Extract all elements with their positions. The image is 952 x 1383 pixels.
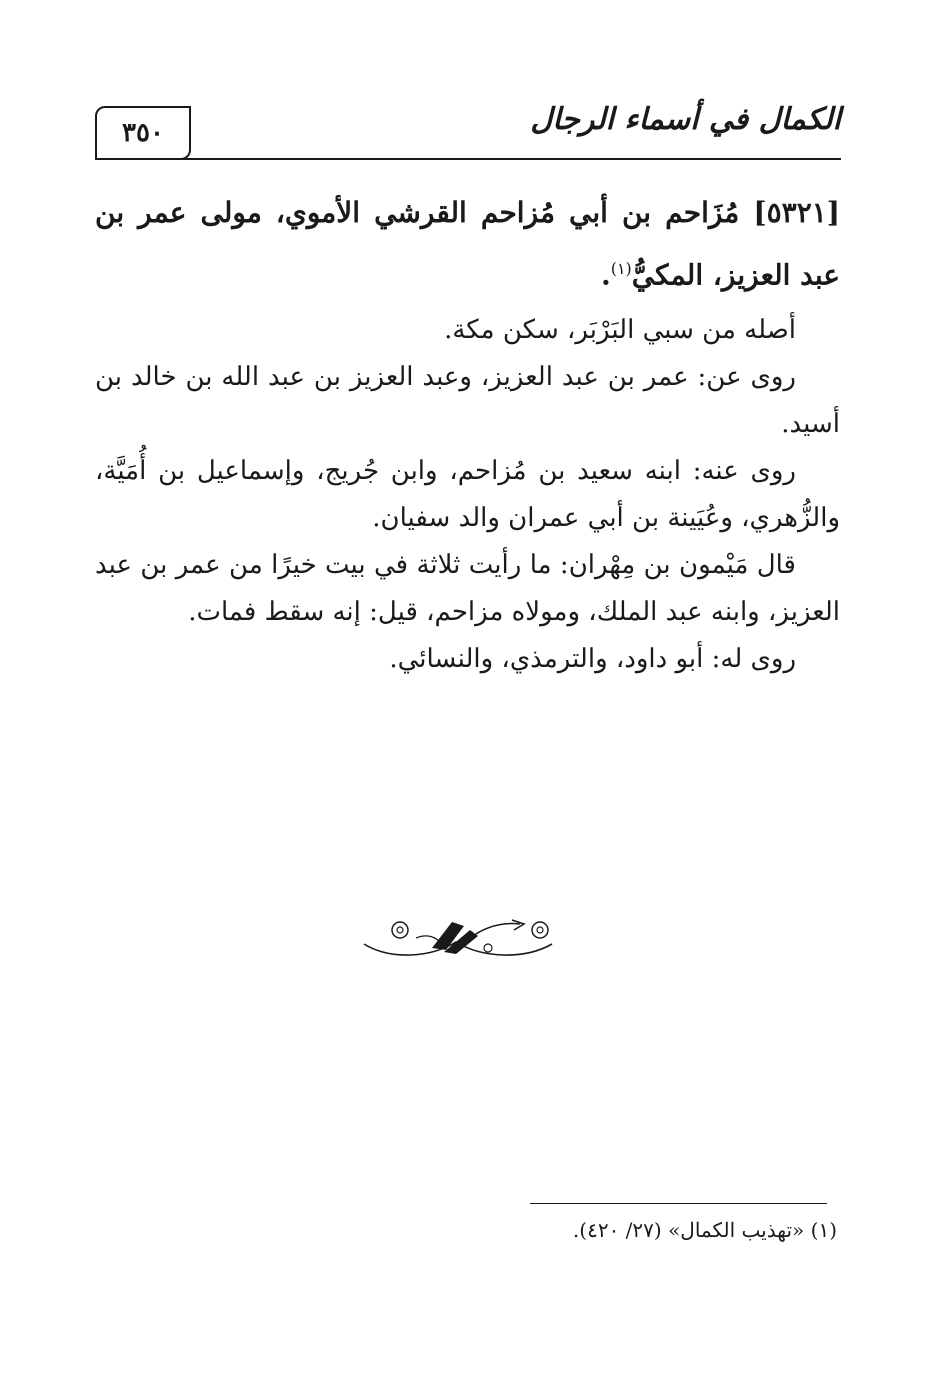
entry-title-line1: مُزَاحم بن أبي مُزاحم القرشي الأموي، مولى عمر بن عبد: [95, 196, 840, 292]
entry-number: [٥٣٢١]: [753, 196, 841, 229]
paragraph-origin: أصله من سبي البَرْبَر، سكن مكة.: [444, 315, 796, 346]
ornament-divider: [360, 908, 556, 964]
entry-body: [95, 185, 840, 683]
page-number: ٣٥٠: [122, 118, 164, 148]
paragraph-narrated-from: روى عن: عمر بن عبد العزيز، وعبد العزيز بن عبد الله بن خالد بن أسيد.: [95, 362, 840, 440]
entry-title: [95, 185, 840, 303]
header-rule: [95, 158, 841, 160]
page-header: [95, 98, 841, 160]
entry-title-end: .: [600, 258, 611, 292]
page-number-box: [95, 106, 191, 160]
footnote-rule: [530, 1203, 827, 1204]
paragraph-quote: قال مَيْمون بن مِهْران: ما رأيت ثلاثة في بيت خيرًا من عمر بن عبد العزيز، وابنه عبد الملك، ومولاه مزاحم، قيل: إنه سقط فمات.: [95, 550, 840, 628]
paragraph-transmitted-by: روى له: أبو داود، والترمذي، والنسائي.: [389, 644, 796, 675]
footnote: (١) «تهذيب الكمال» (٢٧/ ٤٢٠).: [572, 1218, 837, 1242]
paragraph-narrated-by: روى عنه: ابنه سعيد بن مُزاحم، وابن جُريج، وإسماعيل بن أُمَيَّة، والزُّهري، وعُيَينة بن أبي عمران والد سفيان.: [95, 456, 840, 534]
footnote-ref: (١): [610, 259, 632, 278]
entry-title-line2: العزيز، المكيُّ: [631, 258, 791, 292]
running-title: الكمال في أسماء الرجال: [530, 102, 841, 137]
